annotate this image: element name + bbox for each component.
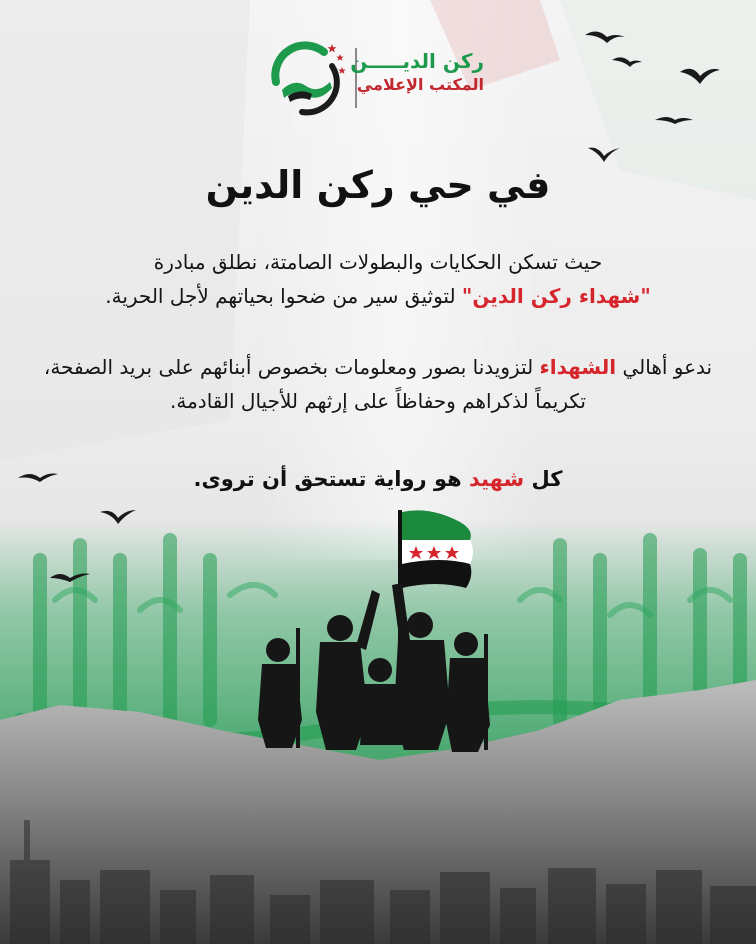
handshake-emblem-icon	[262, 36, 348, 120]
appeal-rest: لتزويدنا بصور ومعلومات بخصوص أبنائهم على بريد الصفحة، تكريماً لذكراهم وحفاظاً على إرثهم للأجيال القادمة.	[43, 355, 586, 413]
closing-highlight: شهيد	[468, 467, 525, 491]
logo-subtitle: المكتب الإعلامي	[356, 75, 484, 94]
closing-lead: كل	[524, 467, 563, 491]
intro-line-1: حيث تسكن الحكايات والبطولات الصامتة، نطلق مبادرة	[153, 250, 603, 274]
closing-line	[40, 462, 716, 496]
appeal-highlight: الشهداء	[539, 355, 617, 379]
initiative-name: "شهداء ركن الدين"	[461, 284, 651, 308]
appeal-paragraph	[40, 350, 716, 418]
intro-line-2: لتوثيق سير من ضحوا بحياتهم لأجل الحرية.	[105, 284, 462, 308]
logo-text	[350, 48, 484, 96]
intro-paragraph	[40, 245, 716, 313]
closing-rest: هو رواية تستحق أن تروى.	[193, 467, 469, 491]
appeal-lead: ندعو أهالي	[616, 355, 713, 379]
headline: في حي ركن الدين	[205, 163, 551, 207]
logo-name: ركن الديـــــن	[350, 49, 484, 73]
media-office-logo	[262, 36, 487, 120]
